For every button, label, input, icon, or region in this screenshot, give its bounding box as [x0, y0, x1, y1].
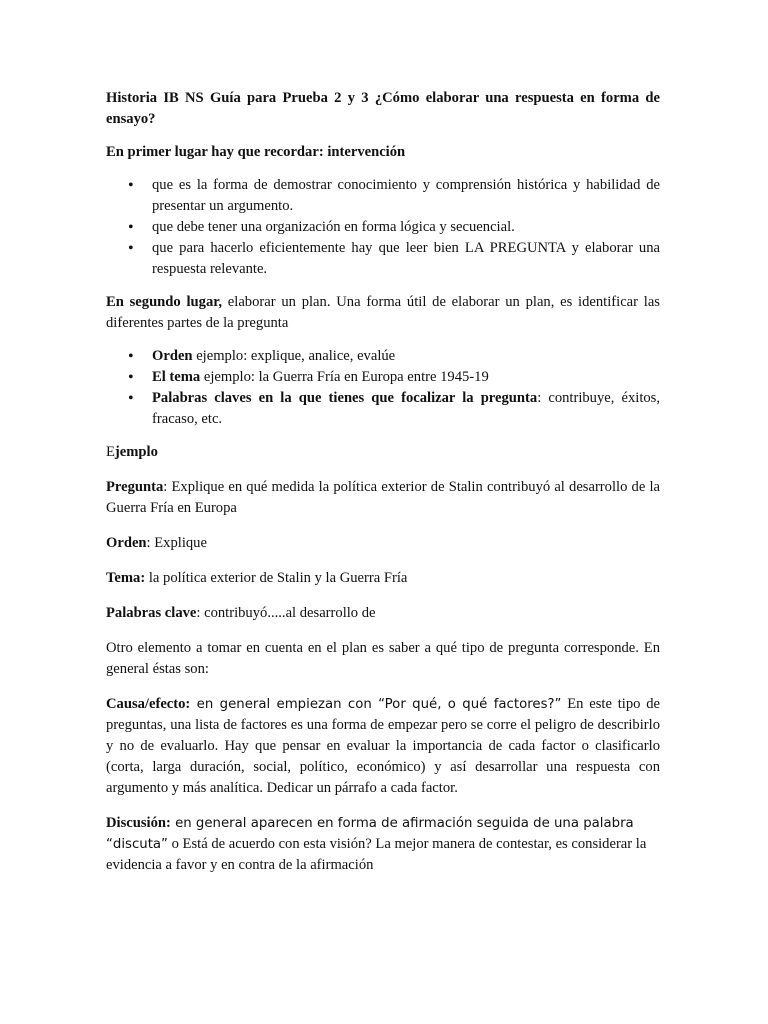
- document-title: [106, 88, 660, 130]
- title-question-mark: ?: [148, 111, 156, 127]
- example-heading-initial: E: [106, 444, 115, 460]
- item-label: El tema: [152, 369, 201, 385]
- list-item: • que debe tener una organización en forma lógica y secuencial.: [152, 217, 660, 238]
- second-point-text: elaborar un plan. Una forma útil de elaborar un plan, es identificar las diferentes partes de la pregunta: [106, 294, 660, 331]
- keywords-text: : contribuyó.....al desarrollo de: [196, 605, 376, 621]
- discussion-intro: en general aparecen en forma de afirmación seguida de una palabra “discuta”: [106, 816, 634, 852]
- keywords-label: Palabras clave: [106, 605, 197, 621]
- order-label: Orden: [106, 535, 147, 551]
- discussion-text: o Está de acuerdo con esta visión? La mejor manera de contestar, es considerar la evidencia a favor y en contra de la afirmación: [106, 836, 647, 873]
- title-text: Historia IB NS Guía para Prueba 2 y 3 ¿Cómo elaborar una respuesta en forma de ensayo: [106, 90, 660, 127]
- example-topic: [106, 568, 660, 589]
- topic-label: Tema:: [106, 570, 146, 586]
- second-point-lead: En segundo lugar,: [106, 294, 223, 310]
- list-item: [152, 346, 660, 367]
- example-order: [106, 533, 660, 554]
- first-point-heading: En primer lugar hay que recordar: intervención: [106, 144, 406, 160]
- cause-effect-text: En este tipo de preguntas, una lista de factores es una forma de empezar pero se corre el peligro de describirlo y no de evaluarlo. Hay que pensar en evaluar la importancia de cada factor o clasificarlo (corta, larga duración, social, político, económico) y así desarrollar una respuesta con argumento y más analítica. Dedicar un párrafo a cada factor.: [106, 696, 660, 796]
- question-parts-list: [106, 346, 660, 430]
- example-question: [106, 477, 660, 519]
- cause-effect-paragraph: [106, 694, 660, 799]
- example-heading-rest: jemplo: [114, 444, 158, 460]
- question-text: : Explique en qué medida la política exterior de Stalin contribuyó al desarrollo de la Guerra Fría en Europa: [106, 479, 660, 516]
- second-point-paragraph: [106, 292, 660, 334]
- item-label: Orden: [152, 348, 193, 364]
- question-label: Pregunta: [106, 479, 164, 495]
- example-keywords: [106, 603, 660, 624]
- discussion-paragraph: [106, 813, 660, 876]
- item-text: ejemplo: explique, analice, evalúe: [192, 348, 396, 364]
- example-heading: [106, 442, 660, 463]
- cause-effect-intro: en general empiezan con “Por qué, o qué factores?”: [190, 697, 562, 712]
- item-text: : contribuye, éxitos, fracaso, etc.: [152, 390, 660, 427]
- list-item: • que es la forma de demostrar conocimiento y comprensión histórica y habilidad de presentar un argumento.: [152, 175, 660, 217]
- topic-text: la política exterior de Stalin y la Guerra Fría: [145, 570, 408, 586]
- list-item: [152, 367, 660, 388]
- cause-effect-label: Causa/efecto:: [106, 696, 191, 712]
- order-text: : Explique: [146, 535, 207, 551]
- item-label: Palabras claves en la que tienes que focalizar la pregunta: [152, 390, 538, 406]
- discussion-label: Discusión:: [106, 815, 171, 831]
- item-text: ejemplo: la Guerra Fría en Europa entre 1945-19: [200, 369, 489, 385]
- list-item: [152, 388, 660, 430]
- first-point-list: [106, 175, 660, 280]
- list-item: • que para hacerlo eficientemente hay que leer bien LA PREGUNTA y elaborar una respuesta relevante.: [152, 238, 660, 280]
- question-types-intro: Otro elemento a tomar en cuenta en el plan es saber a qué tipo de pregunta corresponde. En general éstas son:: [106, 640, 660, 677]
